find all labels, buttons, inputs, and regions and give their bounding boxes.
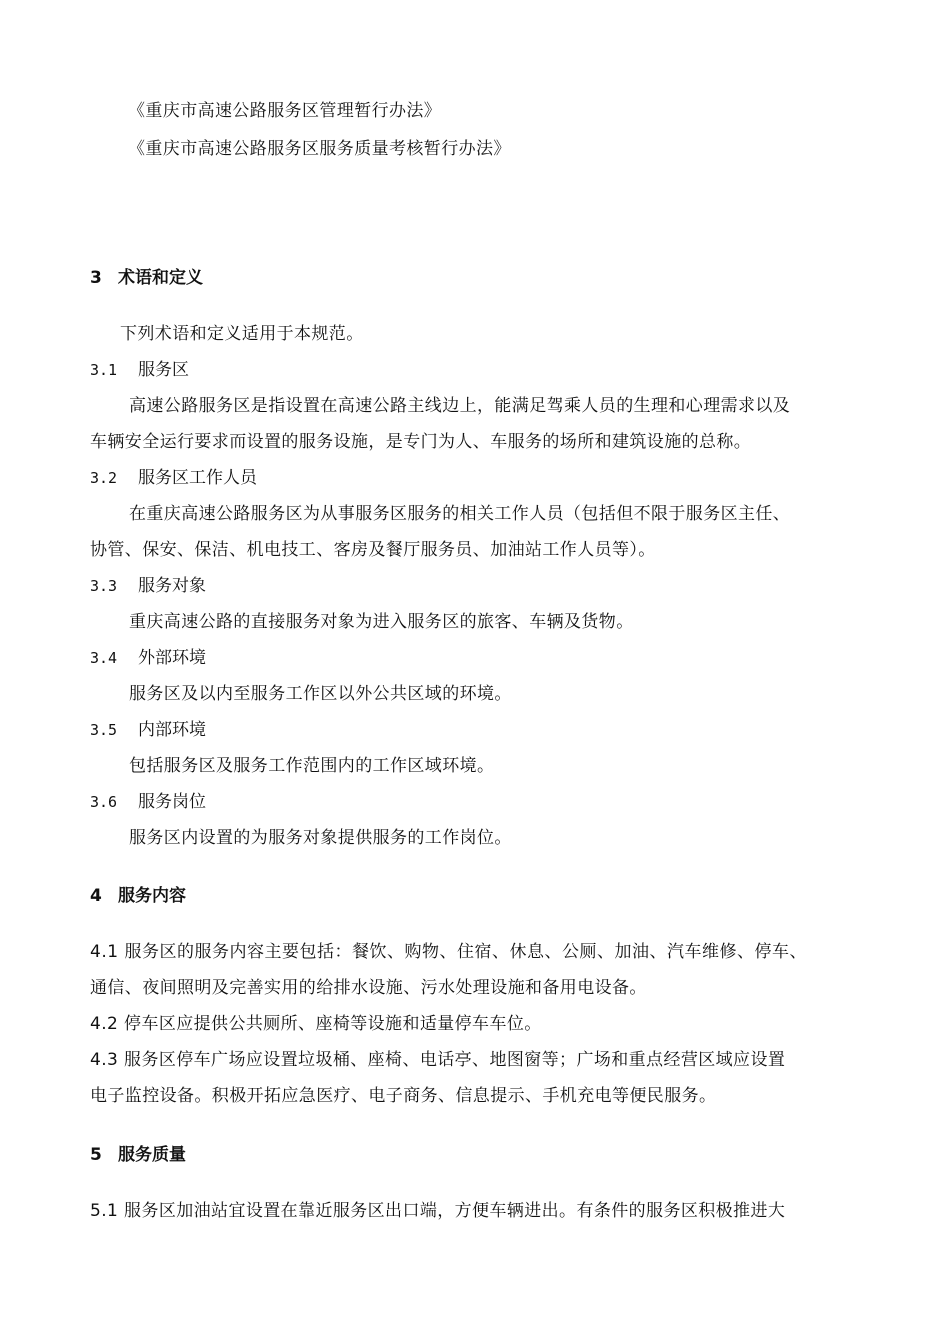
term-3-2-line-1: 在重庆高速公路服务区为从事服务区服务的相关工作人员（包括但不限于服务区主任、 (129, 504, 791, 524)
term-3-6-number: 3.6 (90, 793, 118, 811)
section-4-line-2: 通信、夜间照明及完善实用的给排水设施、污水处理设施和备用电设备。 (90, 978, 647, 998)
section-3-title: 术语和定义 (118, 268, 203, 288)
term-3-1-line-2: 车辆安全运行要求而设置的服务设施，是专门为人、车服务的场所和建筑设施的总称。 (90, 432, 752, 452)
section-4-title: 服务内容 (118, 886, 186, 906)
term-3-2-number: 3.2 (90, 469, 118, 487)
term-3-4-title: 外部环境 (138, 648, 206, 668)
term-3-1-heading (90, 358, 189, 382)
term-3-1-title: 服务区 (138, 360, 189, 380)
section-5-line-1: 5.1 服务区加油站宜设置在靠近服务区出口端，方便车辆进出。有条件的服务区积极推进大 (90, 1201, 786, 1221)
term-3-6-line-1: 服务区内设置的为服务对象提供服务的工作岗位。 (129, 828, 512, 848)
term-3-2-line-2: 协管、保安、保洁、机电技工、客房及餐厅服务员、加油站工作人员等）。 (90, 540, 656, 560)
section-4-number: 4 (90, 886, 102, 906)
reference-2: 《重庆市高速公路服务区服务质量考核暂行办法》 (128, 139, 511, 159)
section-5-heading (90, 1143, 186, 1167)
term-3-5-title: 内部环境 (138, 720, 206, 740)
section-4-line-5: 电子监控设备。积极开拓应急医疗、电子商务、信息提示、手机充电等便民服务。 (90, 1086, 717, 1106)
term-3-1-number: 3.1 (90, 361, 118, 379)
term-3-3-number: 3.3 (90, 577, 118, 595)
section-3-heading (90, 266, 203, 290)
term-3-2-title: 服务区工作人员 (138, 468, 257, 488)
term-3-6-heading (90, 790, 206, 814)
section-4-line-3: 4.2 停车区应提供公共厕所、座椅等设施和适量停车车位。 (90, 1014, 542, 1034)
term-3-5-heading (90, 718, 206, 742)
section-5-number: 5 (90, 1145, 102, 1165)
section-4-heading (90, 884, 186, 908)
section-3-intro: 下列术语和定义适用于本规范。 (120, 324, 364, 344)
term-3-6-title: 服务岗位 (138, 792, 206, 812)
section-4-line-1: 4.1 服务区的服务内容主要包括：餐饮、购物、住宿、休息、公厕、加油、汽车维修、停车、 (90, 942, 807, 962)
term-3-5-number: 3.5 (90, 721, 118, 739)
section-3-number: 3 (90, 268, 102, 288)
reference-1: 《重庆市高速公路服务区管理暂行办法》 (128, 101, 442, 121)
section-5-title: 服务质量 (118, 1145, 186, 1165)
term-3-4-number: 3.4 (90, 649, 118, 667)
term-3-2-heading (90, 466, 257, 490)
term-3-3-line-1: 重庆高速公路的直接服务对象为进入服务区的旅客、车辆及货物。 (129, 612, 634, 632)
term-3-5-line-1: 包括服务区及服务工作范围内的工作区域环境。 (129, 756, 495, 776)
term-3-3-heading (90, 574, 206, 598)
section-4-line-4: 4.3 服务区停车广场应设置垃圾桶、座椅、电话亭、地图窗等；广场和重点经营区域应设置 (90, 1050, 786, 1070)
term-3-3-title: 服务对象 (138, 576, 206, 596)
term-3-1-line-1: 高速公路服务区是指设置在高速公路主线边上，能满足驾乘人员的生理和心理需求以及 (129, 396, 791, 416)
term-3-4-heading (90, 646, 206, 670)
term-3-4-line-1: 服务区及以内至服务工作区以外公共区域的环境。 (129, 684, 512, 704)
